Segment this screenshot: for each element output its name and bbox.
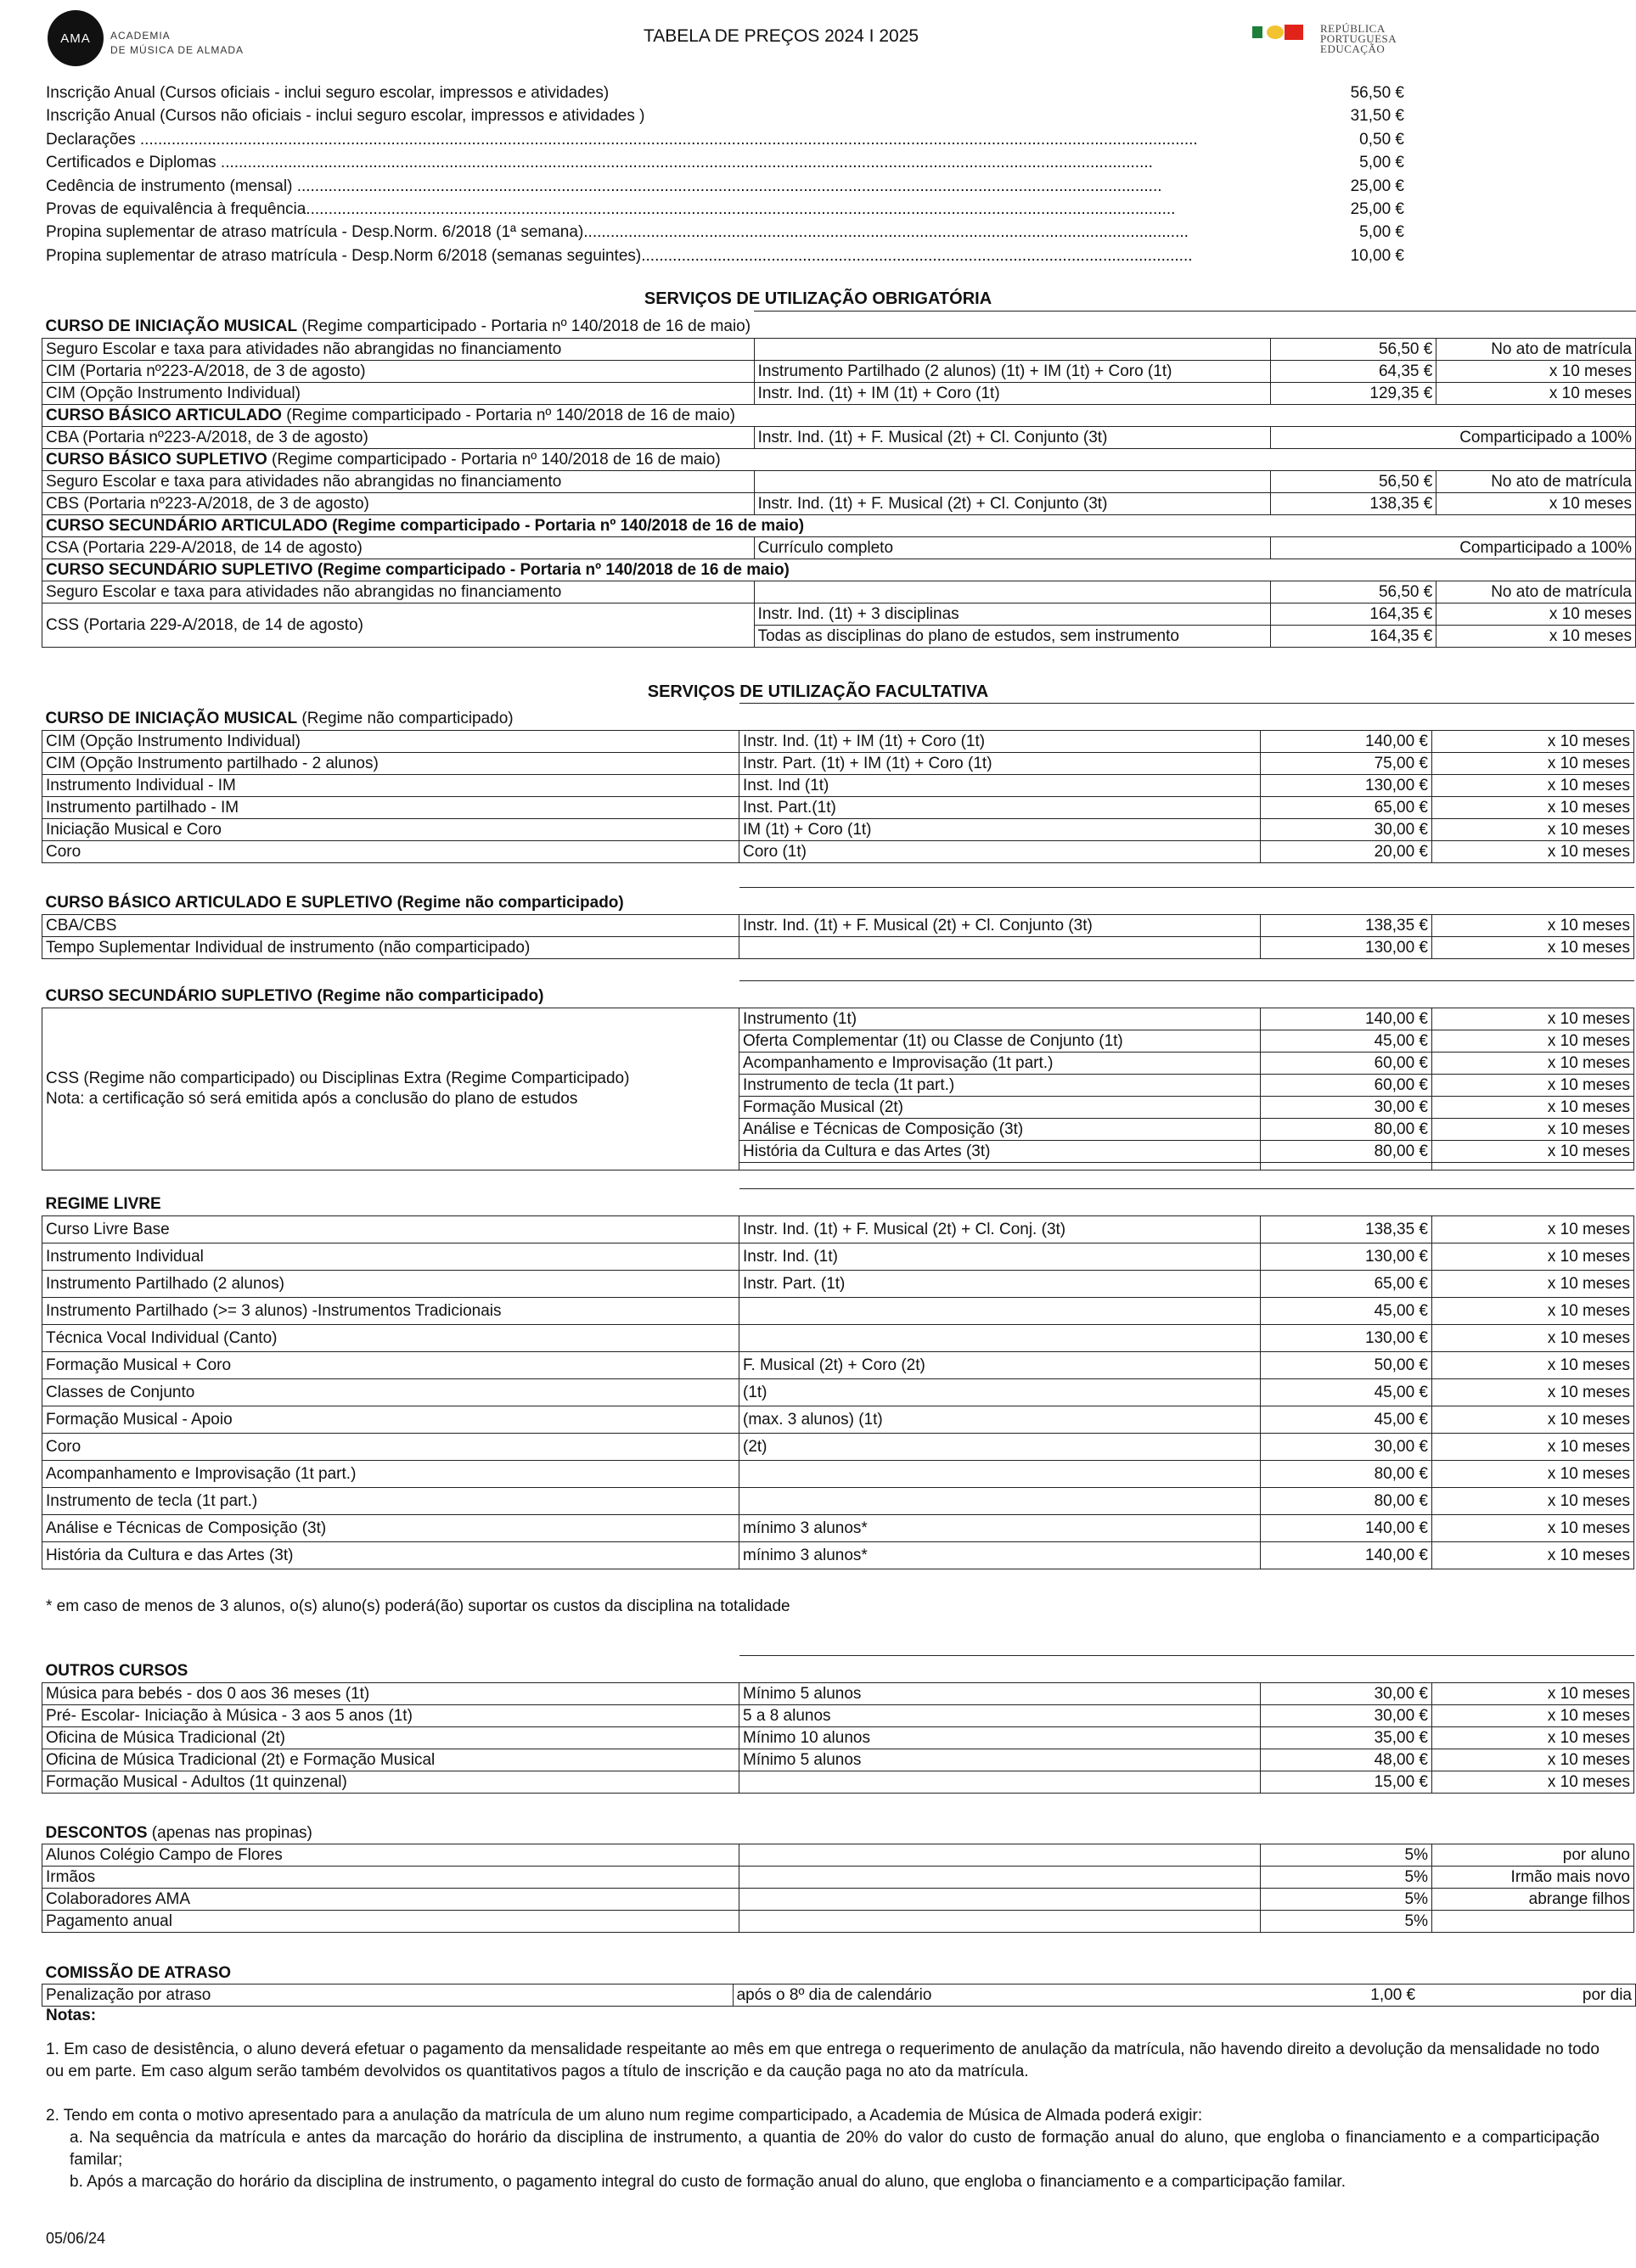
fee-label: Declarações ............................................................................................................................................................................................................................................ [46, 130, 1198, 149]
cbas-title: CURSO BÁSICO ARTICULADO E SUPLETIVO (Regime não comparticipado) [45, 894, 624, 912]
table-row: CSS (Regime não comparticipado) ou Disciplinas Extra (Regime Comparticipado) Nota: a certificação só será emitida após a conclusão do plano de estudos Instrumento (1t) 140,00 € x 10 meses [42, 1008, 1634, 1030]
table-row: Oficina de Música Tradicional (2t) Mínimo 10 alunos 35,00 € x 10 meses [42, 1727, 1634, 1749]
table-row: Oferta Complementar (1t) ou Classe de Conjunto (1t) 45,00 € x 10 meses [42, 1030, 1634, 1053]
cbs-title: CURSO BÁSICO SUPLETIVO (Regime comparticipado - Portaria nº 140/2018 de 16 de maio) [42, 449, 755, 471]
table-row: CIM (Portaria nº223-A/2018, de 3 de agosto) Instrumento Partilhado (2 alunos) (1t) + IM (1t) + Coro (1t) 64,35 € x 10 meses [42, 361, 1636, 383]
logo-line-1: ACADEMIA [110, 30, 171, 42]
fee-value: 5,00 € [1359, 223, 1404, 242]
fee-label: Cedência de instrumento (mensal) ................................................................................................................................................................................................. [46, 177, 1162, 195]
table-row: CBS (Portaria nº223-A/2018, de 3 de agosto) Instr. Ind. (1t) + F. Musical (2t) + Cl. Conjunto (3t) 138,35 € x 10 meses [42, 493, 1636, 515]
fee-value: 25,00 € [1350, 199, 1404, 218]
css-title: CURSO SECUNDÁRIO SUPLETIVO (Regime comparticipado - Portaria nº 140/2018 de 16 de maio) [42, 559, 1271, 581]
table-row: CBA (Portaria nº223-A/2018, de 3 de agosto) Instr. Ind. (1t) + F. Musical (2t) + Cl. Conjunto (3t) Comparticipado a 100% [42, 427, 1636, 449]
fee-label: Propina suplementar de atraso matrícula - Desp.Norm. 6/2018 (1ª semana)....................................................................................................................................... [46, 223, 1189, 242]
table-row: Todas as disciplinas do plano de estudos, sem instrumento 164,35 € x 10 meses [42, 626, 1636, 648]
gov-line-2: PORTUGUESA [1320, 32, 1397, 45]
css-description: CSS (Regime não comparticipado) ou Disciplinas Extra (Regime Comparticipado) Nota: a certificação só será emitida após a conclusão do plano de estudos [42, 1008, 739, 1170]
com-title: COMISSÃO DE ATRASO [45, 1963, 232, 1982]
fee-row [46, 221, 1404, 244]
table-row: CSA (Portaria 229-A/2018, de 14 de agosto) Currículo completo Comparticipado a 100% [42, 537, 1636, 559]
table-row: Instrumento partilhado - IM Inst. Part.(1t) 65,00 € x 10 meses [42, 797, 1634, 819]
table-row: Coro (2t) 30,00 € x 10 meses [42, 1434, 1634, 1461]
table-row: CIM (Opção Instrumento Individual) Instr. Ind. (1t) + IM (1t) + Coro (1t) 140,00 € x 10 meses [42, 731, 1634, 753]
table-facultativa-cim [42, 703, 1634, 863]
table-row: Iniciação Musical e Coro IM (1t) + Coro (1t) 30,00 € x 10 meses [42, 819, 1634, 841]
cba-title: CURSO BÁSICO ARTICULADO (Regime comparticipado - Portaria nº 140/2018 de 16 de maio) [42, 405, 755, 427]
gov-line-3: EDUCAÇÃO [1320, 42, 1386, 55]
note-2: 2. Tendo em conta o motivo apresentado para a anulação da matrícula de um aluno num regime comparticipado, a Academia de Música de Almada poderá exigir: [46, 2107, 1203, 2125]
table-facultativa-css [42, 980, 1634, 1170]
logo-mark: AMA [60, 31, 91, 46]
table-regime-livre [42, 1188, 1634, 1569]
livre-title: REGIME LIVRE [45, 1195, 161, 1214]
table-descontos [42, 1817, 1634, 1933]
table-row: História da Cultura e das Artes (3t) mínimo 3 alunos* 140,00 € x 10 meses [42, 1542, 1634, 1569]
section-heading-obrigatoria: SERVIÇOS DE UTILIZAÇÃO OBRIGATÓRIA [644, 289, 992, 308]
document-date: 05/06/24 [46, 2230, 106, 2247]
table-row: Curso Livre Base Instr. Ind. (1t) + F. Musical (2t) + Cl. Conj. (3t) 138,35 € x 10 meses [42, 1216, 1634, 1243]
fee-row [46, 198, 1404, 221]
table-obrigatoria [42, 311, 1636, 648]
fee-label: Propina suplementar de atraso matrícula - Desp.Norm 6/2018 (semanas seguintes)........................................................................................................................... [46, 246, 1193, 265]
fee-row [46, 104, 1404, 127]
table-row: Música para bebés - dos 0 aos 36 meses (1t) Mínimo 5 alunos 30,00 € x 10 meses [42, 1683, 1634, 1705]
fee-label: Inscrição Anual (Cursos não oficiais - inclui seguro escolar, impressos e atividades ) [46, 107, 645, 126]
fee-value: 31,50 € [1350, 107, 1404, 126]
table-row: Formação Musical (2t) 30,00 € x 10 meses [42, 1097, 1634, 1119]
notes-title: Notas: [46, 2007, 97, 2024]
table-row: Oficina de Música Tradicional (2t) e Formação Musical Mínimo 5 alunos 48,00 € x 10 meses [42, 1749, 1634, 1771]
gov-text [1320, 24, 1397, 54]
table-row: Análise e Técnicas de Composição (3t) 80,00 € x 10 meses [42, 1119, 1634, 1141]
table-row: Acompanhamento e Improvisação (1t part.) 60,00 € x 10 meses [42, 1053, 1634, 1075]
notes-block [46, 2005, 1599, 2193]
table-comissao [42, 1957, 1636, 2007]
table-row: CSS (Portaria 229-A/2018, de 14 de agosto) Instr. Ind. (1t) + 3 disciplinas 164,35 € x 10 meses [42, 603, 1636, 626]
table-row: Instrumento Individual Instr. Ind. (1t) 130,00 € x 10 meses [42, 1243, 1634, 1271]
fee-row [46, 175, 1404, 198]
table-row: Formação Musical + Coro F. Musical (2t) + Coro (2t) 50,00 € x 10 meses [42, 1352, 1634, 1379]
flag-icon [1252, 24, 1303, 41]
table-row: Análise e Técnicas de Composição (3t) mínimo 3 alunos* 140,00 € x 10 meses [42, 1515, 1634, 1542]
table-row: CBA/CBS Instr. Ind. (1t) + F. Musical (2t) + Cl. Conjunto (3t) 138,35 € x 10 meses [42, 915, 1634, 937]
table-row: Instrumento Partilhado (>= 3 alunos) -Instrumentos Tradicionais 45,00 € x 10 meses [42, 1298, 1634, 1325]
page-title: TABELA DE PREÇOS 2024 I 2025 [643, 26, 919, 46]
fee-value: 0,50 € [1359, 130, 1404, 149]
note-2a: a. Na sequência da matrícula e antes da marcação do horário da disciplina de instrumento, a quantia de 20% do valor do custo de formação anual do aluno, que engloba o financiamento e a comparticipação familar; [70, 2129, 1599, 2169]
table-facultativa-cbas [42, 887, 1634, 959]
table-row: Alunos Colégio Campo de Flores 5% por aluno [42, 1844, 1634, 1867]
table-row: História da Cultura e das Artes (3t) 80,00 € x 10 meses [42, 1141, 1634, 1163]
fee-label: Provas de equivalência à frequência.................................................................................................................................................................................................. [46, 199, 1176, 218]
table-row: CIM (Opção Instrumento partilhado - 2 alunos) Instr. Part. (1t) + IM (1t) + Coro (1t) 75,00 € x 10 meses [42, 753, 1634, 775]
table-row: Instrumento de tecla (1t part.) 60,00 € x 10 meses [42, 1075, 1634, 1097]
fac-cim-title: CURSO DE INICIAÇÃO MUSICAL (Regime não comparticipado) [45, 710, 514, 728]
fee-row [46, 244, 1404, 267]
fee-label: Inscrição Anual (Cursos oficiais - inclui seguro escolar, impressos e atividades) [46, 84, 610, 102]
fee-row [46, 128, 1404, 151]
note-1: 1. Em caso de desistência, o aluno deverá efetuar o pagamento da mensalidade respeitante ao mês em que entrega o requerimento de anulação da matrícula, não havendo direito a devolução da mensalidade no todo ou em parte. Em caso algum serão também devolvidos os quantitativos pagos a título de inscrição e da caução paga no ato da matrícula. [46, 2041, 1599, 2080]
outros-title: OUTROS CURSOS [45, 1662, 188, 1681]
cim-title: CURSO DE INICIAÇÃO MUSICAL (Regime comparticipado - Portaria nº 140/2018 de 16 de maio) [45, 317, 751, 336]
table-row: Irmãos 5% Irmão mais novo [42, 1867, 1634, 1889]
csa-title: CURSO SECUNDÁRIO ARTICULADO (Regime comparticipado - Portaria nº 140/2018 de 16 de maio) [42, 515, 1271, 537]
table-row: Instrumento Individual - IM Inst. Ind (1t) 130,00 € x 10 meses [42, 775, 1634, 797]
fee-value: 5,00 € [1359, 154, 1404, 172]
fees-list [46, 81, 1404, 267]
table-row: Técnica Vocal Individual (Canto) 130,00 € x 10 meses [42, 1325, 1634, 1352]
fee-row [46, 81, 1404, 104]
table-row: Seguro Escolar e taxa para atividades não abrangidas no financiamento 56,50 € No ato de matrícula [42, 339, 1636, 361]
table-row: Colaboradores AMA 5% abrange filhos [42, 1889, 1634, 1911]
table-row: Instrumento Partilhado (2 alunos) Instr. Part. (1t) 65,00 € x 10 meses [42, 1271, 1634, 1298]
logo-wordmark [110, 29, 244, 58]
note-2b: b. Após a marcação do horário da disciplina de instrumento, o pagamento integral do custo de formação anual do aluno, que engloba o financiamento e a comparticipação familar. [70, 2173, 1346, 2191]
table-row: Acompanhamento e Improvisação (1t part.) 80,00 € x 10 meses [42, 1461, 1634, 1488]
fee-value: 56,50 € [1350, 84, 1404, 102]
table-row: CIM (Opção Instrumento Individual) Instr. Ind. (1t) + IM (1t) + Coro (1t) 129,35 € x 10 meses [42, 383, 1636, 405]
logo-line-2: DE MÚSICA DE ALMADA [110, 44, 245, 56]
section-heading-facultativa: SERVIÇOS DE UTILIZAÇÃO FACULTATIVA [647, 682, 989, 701]
fee-label: Certificados e Diplomas ................................................................................................................................................................................................................ [46, 154, 1153, 172]
table-row: Pré- Escolar- Iniciação à Música - 3 aos 5 anos (1t) 5 a 8 alunos 30,00 € x 10 meses [42, 1705, 1634, 1727]
table-row: Pagamento anual 5% [42, 1911, 1634, 1933]
desc-title: DESCONTOS (apenas nas propinas) [45, 1823, 312, 1842]
livre-footnote: * em caso de menos de 3 alunos, o(s) aluno(s) poderá(ão) suportar os custos da disciplina na totalidade [46, 1597, 790, 1615]
table-outros-cursos [42, 1655, 1634, 1794]
fac-css-title: CURSO SECUNDÁRIO SUPLETIVO (Regime não comparticipado) [45, 987, 544, 1006]
fee-value: 10,00 € [1350, 246, 1404, 265]
fee-value: 25,00 € [1350, 177, 1404, 195]
gov-line-1: REPÚBLICA [1320, 22, 1386, 35]
table-row: Instrumento de tecla (1t part.) 80,00 € x 10 meses [42, 1488, 1634, 1515]
table-row: Seguro Escolar e taxa para atividades não abrangidas no financiamento 56,50 € No ato de matrícula [42, 471, 1636, 493]
table-row: Seguro Escolar e taxa para atividades não abrangidas no financiamento 56,50 € No ato de matrícula [42, 581, 1636, 603]
table-row: Formação Musical - Adultos (1t quinzenal) 15,00 € x 10 meses [42, 1771, 1634, 1794]
ama-logo [48, 10, 104, 66]
fee-row [46, 151, 1404, 174]
table-row: Penalização por atraso após o 8º dia de calendário 1,00 € por dia [42, 1984, 1636, 2007]
table-row: Formação Musical - Apoio (max. 3 alunos) (1t) 45,00 € x 10 meses [42, 1406, 1634, 1434]
table-row: Coro Coro (1t) 20,00 € x 10 meses [42, 841, 1634, 863]
table-row: Tempo Suplementar Individual de instrumento (não comparticipado) 130,00 € x 10 meses [42, 937, 1634, 959]
table-row: Classes de Conjunto (1t) 45,00 € x 10 meses [42, 1379, 1634, 1406]
